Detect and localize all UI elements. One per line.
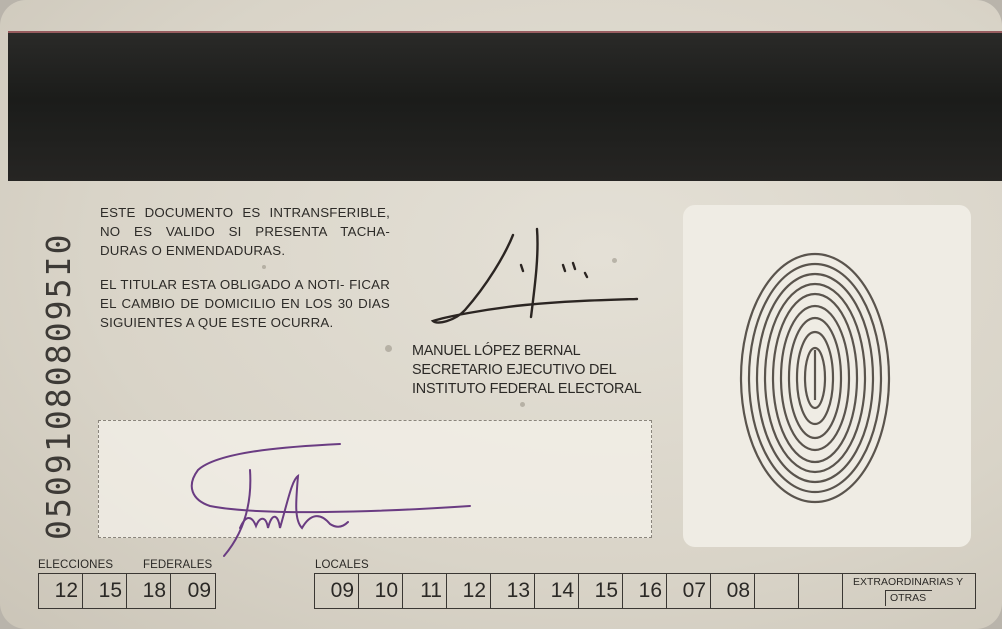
official-title-2: INSTITUTO FEDERAL ELECTORAL xyxy=(412,381,642,397)
notice-address-change: EL TITULAR ESTA OBLIGADO A NOTI- FICAR EL CAMBIO DE DOMICILIO EN LOS 30 DIAS SIGUIENTES A QUE ESTE OCURRA. xyxy=(100,277,390,330)
local-cell: 14 xyxy=(535,574,579,608)
official-block xyxy=(412,342,641,399)
local-cell: 09 xyxy=(315,574,359,608)
local-cell: 10 xyxy=(359,574,403,608)
local-cell: 11 xyxy=(403,574,447,608)
local-cell: 07 xyxy=(667,574,711,608)
federal-cell: 09 xyxy=(187,579,211,602)
local-cell: 15 xyxy=(579,574,623,608)
local-cell: 08 xyxy=(711,574,755,608)
fingerprint-icon xyxy=(735,250,895,510)
local-cell xyxy=(755,574,799,608)
extraordinary-label: EXTRAORDINARIAS Y xyxy=(853,576,964,588)
local-cell: 13 xyxy=(491,574,535,608)
federal-elections-row xyxy=(38,573,216,609)
local-label: LOCALES xyxy=(315,559,369,571)
wear-speck xyxy=(520,402,525,407)
extraordinary-cell xyxy=(843,574,975,608)
federal-label-2: FEDERALES xyxy=(143,559,213,571)
federal-label-1: ELECCIONES xyxy=(38,559,114,571)
official-signature xyxy=(425,225,645,335)
federal-cell: 12 xyxy=(39,574,83,608)
wear-speck xyxy=(612,258,617,263)
wear-speck xyxy=(262,265,266,269)
voter-card-back: 050910808095I0 ESTE DOCUMENTO ES INTRANSFERIBLE, NO ES VALIDO SI PRESENTA TACHA- DURAS O ENMENDADURAS. EL TITULAR ESTA OBLIGADO A NOTI- FICAR EL CAMBIO DE DOMICILIO EN LOS 30 DIAS SIGUIENTES A QUE ESTE OCURRA. MANUEL LÓPEZ BERNAL SECRETARIO EJECUTIVO DEL INSTITUTO FEDERAL ELECTORAL ELECCIONES FEDERALES LOCALES 12 15 18 09 09 10 11 12 13 14 15 16 07 08 EXTRAORDINARIAS Y OTRAS xyxy=(0,0,1002,629)
others-label: OTRAS xyxy=(885,590,932,606)
local-elections-row xyxy=(314,573,976,609)
official-name: MANUEL LÓPEZ BERNAL xyxy=(412,343,581,359)
federal-cell: 18 xyxy=(127,574,171,608)
notice-nontransferable: ESTE DOCUMENTO ES INTRANSFERIBLE, NO ES VALIDO SI PRESENTA TACHA- DURAS O ENMENDADURAS. xyxy=(100,205,390,258)
wear-speck xyxy=(385,345,392,352)
local-cell: 16 xyxy=(623,574,667,608)
local-cell: 12 xyxy=(447,574,491,608)
federal-cell: 15 xyxy=(83,574,127,608)
magnetic-stripe xyxy=(8,33,1002,181)
holder-signature xyxy=(180,430,480,570)
official-title-1: SECRETARIO EJECUTIVO DEL xyxy=(412,362,617,378)
local-cell xyxy=(799,574,843,608)
